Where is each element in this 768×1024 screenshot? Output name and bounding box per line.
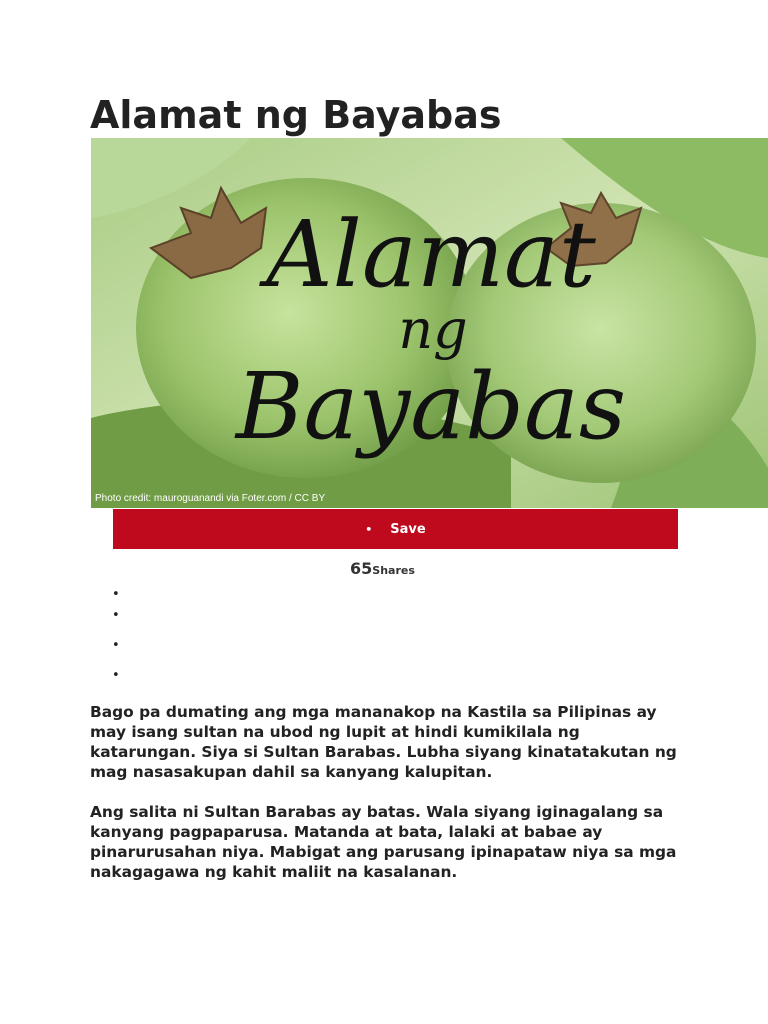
hero-title-line2: ng xyxy=(398,298,468,361)
share-button-3[interactable]: • xyxy=(112,638,120,653)
save-button[interactable] xyxy=(113,509,678,549)
save-bullet: • xyxy=(365,522,373,536)
share-count xyxy=(350,559,415,578)
share-button-2[interactable]: • xyxy=(112,608,120,623)
article-paragraph-2: Ang salita ni Sultan Barabas ay batas. Wala siyang iginagalang sa kanyang pagpaparusa. Matanda at bata, lalaki at babae ay pinarurusahan niya. Mabigat ang parusang ipinapataw niya sa mga nakagagawa ng kahit maliit na kasalanan. xyxy=(90,803,677,881)
hero-image xyxy=(91,138,768,508)
article-body xyxy=(90,702,690,902)
share-count-number: 65 xyxy=(350,559,373,578)
photo-credit: Photo credit: mauroguanandi via Foter.com / CC BY xyxy=(95,493,326,504)
page-title: Alamat ng Bayabas xyxy=(90,93,502,137)
guava-photo xyxy=(91,138,768,508)
share-button-4[interactable]: • xyxy=(112,668,120,683)
save-bar xyxy=(113,509,678,549)
hero-title-line3: Bayabas xyxy=(235,353,627,460)
save-label: Save xyxy=(390,521,426,537)
share-count-label: Shares xyxy=(372,564,415,577)
share-button-1[interactable]: • xyxy=(112,587,120,602)
article-paragraph-1: Bago pa dumating ang mga mananakop na Kastila sa Pilipinas ay may isang sultan na ubod ng lupit at hindi kumikilala ng katarungan. Siya si Sultan Barabas. Lubha siyang kinatatakutan ng mag nasasakupan dahil sa kanyang kalupitan. xyxy=(90,703,677,781)
hero-title-line1: Alamat xyxy=(266,201,596,308)
